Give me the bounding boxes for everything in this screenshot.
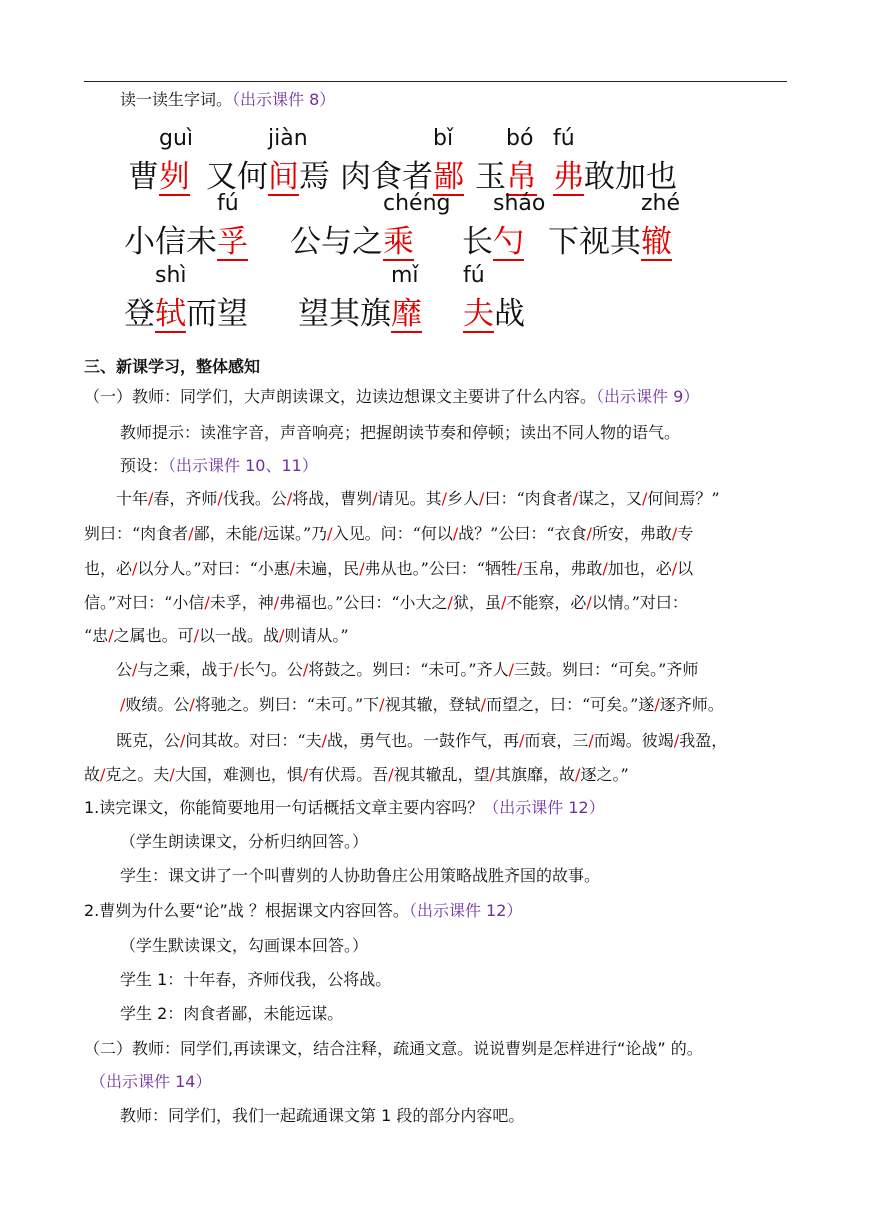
text-segment: 专 (677, 524, 694, 543)
pause-slash: / (500, 593, 507, 612)
intro-text: 读一读生字词。 (120, 90, 233, 109)
pause-slash: / (572, 489, 579, 508)
pause-slash: / (671, 524, 678, 543)
pause-slash: / (388, 765, 394, 784)
pause-slash: / (132, 559, 138, 578)
text-segment: 逐齐师。 (659, 695, 724, 714)
text-segment: 而望之，曰：“可矣。”遂 (485, 695, 655, 714)
pause-slash: / (588, 731, 594, 750)
intro-line (120, 90, 335, 110)
p1-note: （出示课件 9） (596, 387, 700, 406)
pause-slash: / (359, 559, 365, 578)
teacher-hint: 教师提示：读准字音，声音响亮；把握朗读节奏和停顿；读出不同人物的语气。 (120, 423, 681, 442)
vocab-pinyin: guì (159, 126, 194, 151)
pause-slash: / (132, 660, 138, 679)
text-segment: 以情。”对曰： (591, 593, 688, 612)
text-segment: 视其辙，登轼 (384, 695, 481, 714)
text-segment: 之属也。可 (113, 626, 194, 645)
text-segment: 何间焉？” (647, 489, 720, 508)
text-segment: 败绩。公 (125, 695, 190, 714)
vocab-char: 弗 fú (553, 126, 584, 195)
pause-slash: / (189, 695, 195, 714)
text-segment: 伐我。公 (222, 489, 287, 508)
text-segment: 入见。问：“何以 (332, 524, 453, 543)
vocab-item (463, 263, 525, 333)
text-segment: 大国，难测也，惧 (174, 765, 303, 784)
vocab-item (462, 191, 546, 261)
pause-slash: / (120, 695, 126, 714)
text-segment: 长勺。公 (238, 660, 303, 679)
pause-slash: / (654, 695, 660, 714)
question-2 (84, 901, 522, 921)
q1-note: （出示课件 12） (483, 798, 605, 817)
pause-slash: / (273, 593, 280, 612)
vocab-pre: 小信未 (124, 224, 217, 260)
classical-line (84, 765, 629, 785)
vocab-pre: 曹 (128, 159, 159, 195)
pause-slash: / (447, 593, 453, 612)
text-segment: 则请从。” (284, 626, 349, 645)
text-segment: 战？”公曰：“衣食 (458, 524, 587, 543)
classical-line (84, 660, 698, 680)
vocab-char: 鄙 bǐ (433, 126, 464, 195)
text-segment: 远谋。”乃 (262, 524, 328, 543)
pause-slash: / (148, 489, 154, 508)
p1-text: （一）教师：同学们，大声朗读课文，边读边想课文主要讲了什么内容。 (84, 387, 597, 406)
paragraph-2: （二）教师：同学们,再读课文，结合注释，疏通文意。说说曹刿是怎样进行“论战” 的。 (84, 1039, 703, 1058)
text-segment: 曰：“肉食者 (484, 489, 573, 508)
vocab-item (548, 191, 681, 261)
paragraph-1 (84, 387, 699, 407)
vocab-pinyin: fú (463, 263, 485, 288)
text-segment: 克之。夫 (105, 765, 170, 784)
classical-line (84, 559, 693, 579)
text-segment: 将战，曹刿 (292, 489, 373, 508)
pause-slash: / (586, 593, 592, 612)
vocab-pre: 登 (124, 296, 155, 332)
pause-slash: / (100, 765, 106, 784)
text-segment: 既克，公 (84, 731, 181, 750)
vocab-post: 敢加也 (584, 159, 677, 195)
vocab-pinyin: zhé (641, 191, 681, 216)
vocab-char: 间 jiàn (268, 126, 308, 195)
text-segment: 而衰，三 (524, 731, 589, 750)
pause-slash: / (479, 489, 485, 508)
vocab-item (124, 191, 248, 261)
pause-slash: / (302, 660, 309, 679)
q2-answer-1: 学生 1：十年春，齐师伐我，公将战。 (120, 970, 392, 989)
vocab-char: 乘 chéng (383, 191, 451, 260)
text-segment: 刿曰：“肉食者 (84, 524, 189, 543)
vocab-pinyin: fú (553, 126, 575, 151)
q1-action: （学生朗读课文，分析归纳回答。） (120, 832, 369, 851)
vocab-char: 刿 guì (159, 126, 194, 195)
vocab-pinyin: mǐ (391, 263, 419, 288)
pause-slash: / (321, 731, 327, 750)
pause-slash: / (193, 626, 199, 645)
text-segment: 也，必 (84, 559, 133, 578)
text-segment: “忠 (84, 626, 109, 645)
text-segment: 其旗靡，故 (495, 765, 576, 784)
text-segment: 问其故。对曰：“夫 (185, 731, 322, 750)
pause-slash: / (108, 626, 114, 645)
vocab-pre: 望其旗 (298, 296, 391, 332)
text-segment: 信。”对曰：“小信 (84, 593, 205, 612)
section-title: 三、新课学习，整体感知 (84, 357, 261, 376)
header-rule (84, 81, 787, 82)
pause-slash: / (233, 660, 239, 679)
q2-note: （出示课件 12） (408, 901, 523, 920)
preset-line (120, 456, 318, 476)
pause-slash: / (441, 489, 448, 508)
vocab-post: 战 (494, 296, 525, 332)
text-segment: 将驰之。刿曰：“未可。”下 (194, 695, 380, 714)
text-segment: 视其辙乱，望 (393, 765, 490, 784)
vocab-pinyin: jiàn (268, 126, 308, 151)
pause-slash: / (489, 765, 496, 784)
vocab-pinyin: fú (217, 191, 239, 216)
p2-teacher: 教师：同学们，我们一起疏通课文第 1 段的部分内容吧。 (120, 1106, 525, 1125)
pause-slash: / (302, 765, 309, 784)
classical-line (84, 524, 693, 544)
q1-answer: 学生：课文讲了一个叫曹刿的人协助鲁庄公用策略战胜齐国的故事。 (120, 866, 601, 885)
preset-text: 预设： (120, 456, 169, 475)
pause-slash: / (279, 626, 285, 645)
vocab-post: 而望 (186, 296, 248, 332)
pause-slash: / (673, 731, 680, 750)
text-segment: 逐之。” (580, 765, 629, 784)
vocab-pinyin: bó (506, 126, 534, 151)
vocab-pinyin: bǐ (433, 126, 454, 151)
text-segment: 弗从也。”公曰：“牺牲 (364, 559, 517, 578)
text-segment: 我盈， (679, 731, 728, 750)
text-segment: 未孚，神 (209, 593, 274, 612)
pause-slash: / (508, 660, 514, 679)
vocab-char: 轼 shì (155, 263, 187, 332)
pause-slash: / (217, 489, 223, 508)
pause-slash: / (516, 559, 523, 578)
vocab-post: 焉 (299, 159, 330, 195)
text-segment: 三鼓。刿曰：“可矣。”齐师 (513, 660, 699, 679)
vocab-item (128, 126, 194, 196)
text-segment: 加也，必 (607, 559, 672, 578)
text-segment: 不能察，必 (506, 593, 587, 612)
pause-slash: / (204, 593, 210, 612)
vocab-pre: 又何 (206, 159, 268, 195)
text-segment: 以 (677, 559, 694, 578)
vocab-pre: 长 (462, 224, 493, 260)
text-segment: 有伏焉。吾 (308, 765, 389, 784)
question-1 (84, 798, 605, 818)
text-segment: 以分人。”对曰：“小惠 (137, 559, 290, 578)
vocab-char: 夫 fú (463, 263, 494, 332)
classical-line (84, 626, 349, 646)
classical-line (84, 731, 727, 751)
text-segment: 未遍，民 (295, 559, 360, 578)
text-segment: 狱，虽 (452, 593, 501, 612)
text-segment: 请见。其 (377, 489, 442, 508)
text-segment: 公 (84, 660, 133, 679)
text-segment: 所安，弗敢 (591, 524, 672, 543)
preset-note: （出示课件 10、11） (168, 456, 318, 475)
vocab-pinyin: shì (155, 263, 187, 288)
classical-line (84, 593, 688, 613)
pause-slash: / (671, 559, 678, 578)
pause-slash: / (188, 524, 194, 543)
text-segment: 春，齐师 (153, 489, 218, 508)
pause-slash: / (257, 524, 263, 543)
vocab-pre: 肉食者 (340, 159, 433, 195)
text-segment: 玉帛，弗敢 (522, 559, 603, 578)
vocab-char: 帛 bó (506, 126, 537, 195)
text-segment: 鄙，未能 (193, 524, 258, 543)
pause-slash: / (289, 559, 296, 578)
text-segment: 战，勇气也。一鼓作气，再 (326, 731, 519, 750)
text-segment: 乡人 (447, 489, 480, 508)
q2-text: 2.曹刿为什么要“论”战 ？根据课文内容回答。 (84, 901, 409, 920)
pause-slash: / (372, 489, 378, 508)
pause-slash: / (575, 765, 581, 784)
pause-slash: / (642, 489, 648, 508)
text-segment: 故 (84, 765, 101, 784)
classical-line (84, 489, 720, 509)
vocab-pre: 玉 (475, 159, 506, 195)
text-segment: 弗福也。”公曰：“小大之 (279, 593, 448, 612)
pause-slash: / (602, 559, 608, 578)
vocab-pinyin: chéng (383, 191, 451, 216)
q2-action: （学生默读课文，勾画课本回答。） (120, 936, 369, 955)
pause-slash: / (452, 524, 459, 543)
pause-slash: / (286, 489, 293, 508)
vocab-item (124, 263, 248, 333)
pause-slash: / (586, 524, 592, 543)
text-segment: 以一战。战 (198, 626, 279, 645)
pause-slash: / (327, 524, 333, 543)
pause-slash: / (480, 695, 486, 714)
text-segment: 而竭。彼竭 (593, 731, 674, 750)
text-segment: 将鼓之。刿曰：“未可。”齐人 (308, 660, 509, 679)
q2-answer-2: 学生 2：肉食者鄙，未能远谋。 (120, 1004, 344, 1023)
vocab-pinyin: sháo (493, 191, 546, 216)
vocab-item (298, 263, 422, 333)
vocab-char: 辙 zhé (641, 191, 681, 260)
vocab-item (290, 191, 451, 261)
q1-text: 1.读完课文，你能简要地用一句话概括文章主要内容吗？ (84, 798, 484, 817)
classical-line (120, 695, 724, 715)
text-segment: 谋之，又 (578, 489, 643, 508)
pause-slash: / (379, 695, 385, 714)
pause-slash: / (519, 731, 525, 750)
intro-note: （出示课件 8） (232, 90, 336, 109)
pause-slash: / (180, 731, 186, 750)
vocab-char: 靡 mǐ (391, 263, 422, 332)
vocab-char: 勺 sháo (493, 191, 546, 260)
vocab-char: 孚 fú (217, 191, 248, 260)
text-segment: 与之乘，战于 (137, 660, 234, 679)
pause-slash: / (169, 765, 175, 784)
vocab-pre: 公与之 (290, 224, 383, 260)
vocab-pre: 下视其 (548, 224, 641, 260)
text-segment: 十年 (84, 489, 149, 508)
p2-note: （出示课件 14） (90, 1072, 212, 1091)
